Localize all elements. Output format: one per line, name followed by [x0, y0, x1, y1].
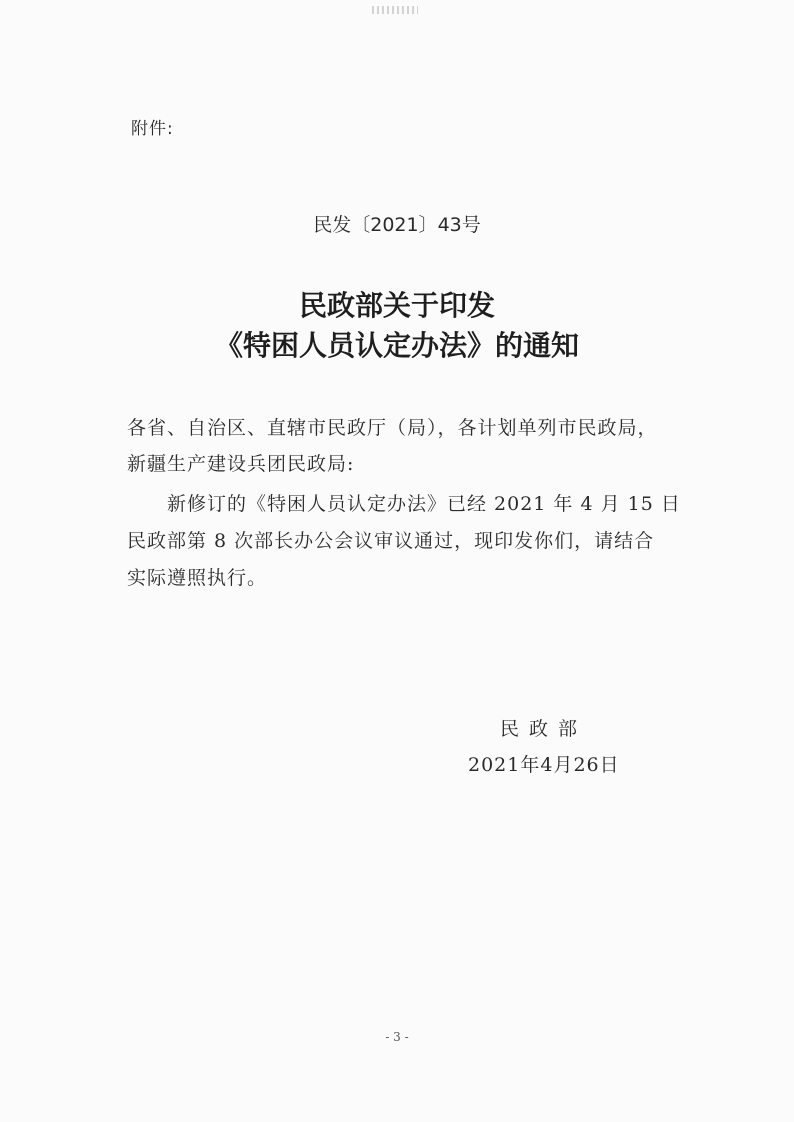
signature-organization: 民政部	[500, 718, 588, 740]
signature-date: 2021年4月26日	[468, 754, 620, 776]
body-line-paragraph-3: 实际遵照执行。	[127, 567, 268, 589]
body-line-paragraph-1: 新修订的《特困人员认定办法》已经 2021 年 4 月 15 日	[127, 493, 681, 515]
page-number: - 3 -	[385, 1030, 409, 1044]
document-number: 民发〔2021〕43号	[313, 214, 481, 236]
document-title-line-2: 《特困人员认定办法》的通知	[214, 329, 579, 362]
attachment-label: 附件:	[131, 119, 174, 139]
body-line-recipients-1: 各省、自治区、直辖市民政厅（局），各计划单列市民政局，	[127, 417, 658, 439]
document-title-line-1: 民政部关于印发	[298, 289, 495, 322]
body-line-recipients-2: 新疆生产建设兵团民政局:	[127, 453, 355, 475]
body-line-paragraph-2: 民政部第 8 次部长办公会议审议通过，现印发你们，请结合	[127, 530, 655, 552]
scan-artifact	[372, 6, 418, 14]
